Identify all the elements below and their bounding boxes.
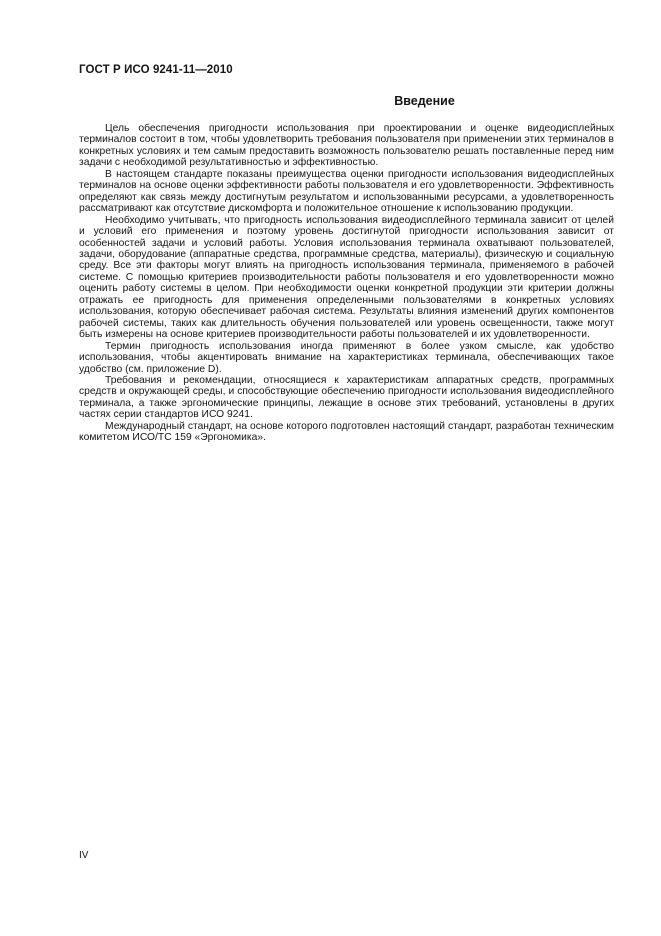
section-title-text: Введение <box>394 94 455 108</box>
paragraph: Цель обеспечения пригодности использования при проектировании и оценке видеодисплейных терминалов состоит в том, чтобы удовлетворить требования пользователя при применении этих терминалов в конкретных условиях и тем самым предоставить возможность пользователю решать поставленные перед ним задачи с необходимой результативностью и эффективностью. <box>79 123 614 169</box>
page-number: IV <box>79 850 89 861</box>
document-header: ГОСТ Р ИСО 9241-11—2010 <box>79 64 233 76</box>
paragraph: Требования и рекомендации, относящиеся к характеристикам аппаратных средств, программных средств и окружающей среды, и способствующие обеспечению пригодности использования видеодисплейного терминала, а также эргономические принципы, лежащие в основе этих требований, установлены в других частях серии стандартов ИСО 9241. <box>79 374 614 421</box>
section-title <box>79 94 614 108</box>
paragraph: Необходимо учитывать, что пригодность использования видеодисплейного терминала зависит от целей и условий его применения и поэтому уровень достигнутой пригодности использования зависит от особенностей задачи и условий работы. Условия использования терминала охватывают пользователей, задачи, оборудование (аппаратные средства, программные средства, материалы), физическую и социальную среду. Все эти факторы могут влиять на пригодность использования терминала, применяемого в рабочей системе. С помощью критериев производительности работы пользователя и его удовлетворенности можно оценить работу системы в целом. При необходимости оценки конкретной продукции эти критерии должны отражать ее пригодность для применения определенными пользователями в конкретных условиях использования, которую обеспечивает рабочая система. Результаты влияния изменений других компонентов рабочей системы, таких как длительность обучения пользователей или уровень освещенности, также могут быть измерены на основе критериев производительности работы пользователей и их удовлетворенности. <box>79 214 614 341</box>
paragraph: Термин пригодность использования иногда применяют в более узком смысле, как удобство использования, чтобы акцентировать внимание на характеристиках терминала, обеспечивающих такое удобство (см. приложение D). <box>79 340 614 375</box>
paragraph: В настоящем стандарте показаны преимущества оценки пригодности использования видеодисплейных терминалов на основе оценки эффективности работы пользователя и его удовлетворенности. Эффективность определяют как связь между достигнутым результатом и использованными ресурсами, а удовлетворенность рассматривают как отсутствие дискомфорта и положительное отношение к использованию продукции. <box>79 168 614 215</box>
paragraph: Международный стандарт, на основе которого подготовлен настоящий стандарт, разработан техническим комитетом ИСО/ТС 159 «Эргономика». <box>79 420 614 444</box>
introduction-body <box>79 123 614 444</box>
